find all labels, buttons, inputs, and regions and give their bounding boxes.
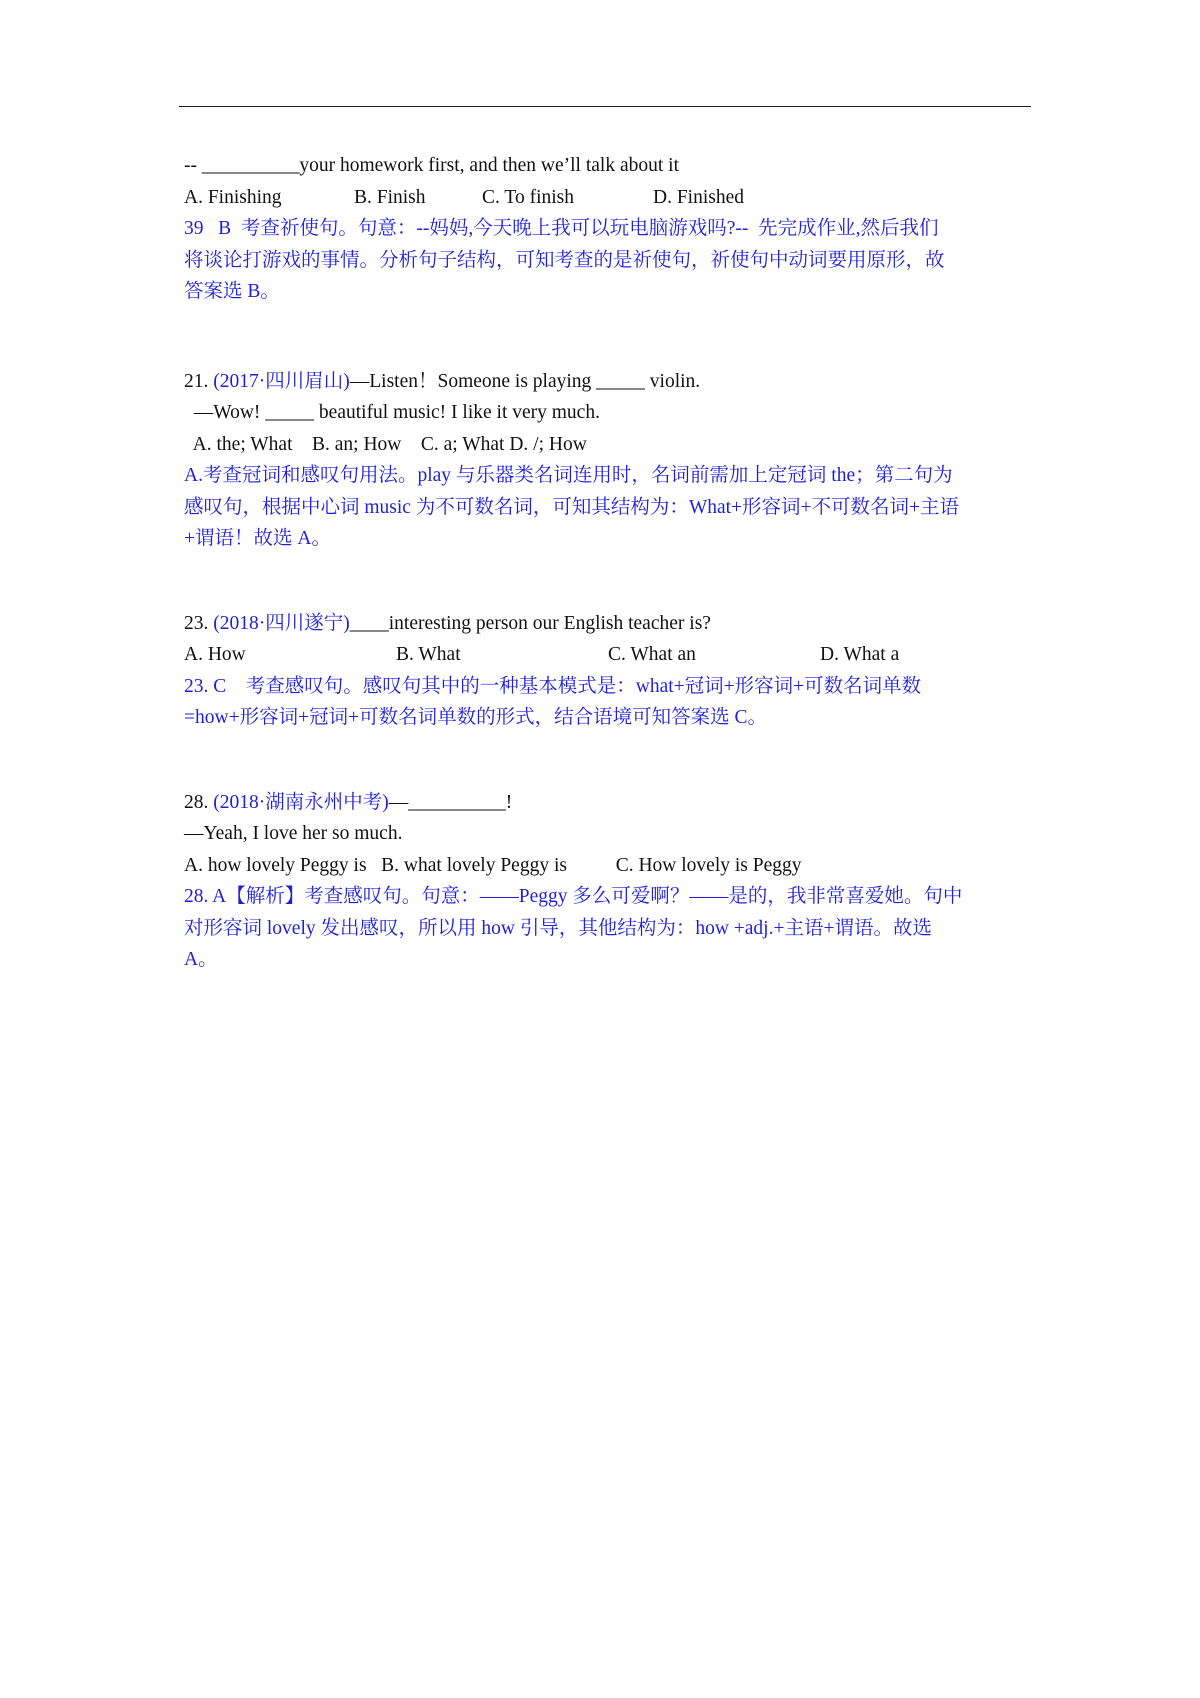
question-text: —Listen！Someone is playing _____ violin. — [349, 370, 701, 392]
answer-explanation-line-1: A.考查冠词和感叹句用法。play 与乐器类名词连用时，名词前需加上定冠词 the；第二句为 — [184, 465, 953, 486]
option-b: B. What — [396, 644, 461, 665]
question-number: 28. — [184, 791, 209, 813]
question-source: (2018·湖南永州中考) — [213, 791, 389, 813]
answer-explanation-line-3: 答案选 B。 — [184, 281, 280, 302]
option-c: C. To finish — [482, 186, 574, 208]
answer-explanation-line-2: 感叹句，根据中心词 music 为不可数名词，可知其结构为：What+形容词+不可数名词+主语 — [184, 496, 960, 518]
question-stem — [184, 787, 1034, 819]
question-options — [184, 639, 1034, 671]
question-number: 23. — [184, 612, 209, 634]
question-line-2: —Wow! _____ beautiful music! I like it very much. — [184, 402, 600, 423]
option-c: C. What an — [608, 644, 696, 665]
question-23 — [184, 608, 1034, 734]
header-rule — [179, 106, 1031, 107]
question-text: —__________! — [388, 791, 513, 813]
spacer — [184, 734, 1034, 787]
option-a: A. Finishing — [184, 186, 282, 208]
question-options: A. the; What B. an; How C. a; What D. /; How — [184, 433, 587, 455]
question-source: (2017·四川眉山) — [213, 370, 350, 392]
question-options — [184, 182, 1034, 214]
spacer — [184, 308, 1034, 366]
answer-explanation-line-1: 28. A【解析】考查感叹句。句意：——Peggy 多么可爱啊？——是的，我非常喜爱她。句中 — [184, 886, 963, 907]
answer-explanation-line-3: A。 — [184, 949, 218, 970]
answer-explanation-line-3: +谓语！故选 A。 — [184, 528, 331, 549]
answer-explanation-line-2: 将谈论打游戏的事情。分析句子结构，可知考查的是祈使句，祈使句中动词要用原形，故 — [184, 249, 945, 271]
question-stem — [184, 366, 1034, 398]
question-text: ____interesting person our English teacher is? — [349, 612, 711, 634]
question-28 — [184, 787, 1034, 976]
question-stem: -- __________your homework first, and then we’ll talk about it — [184, 155, 679, 176]
answer-explanation-line-2: =how+形容词+冠词+可数名词单数的形式，结合语境可知答案选 C。 — [184, 707, 767, 728]
question-source: (2018·四川遂宁) — [213, 612, 350, 634]
spacer — [184, 555, 1034, 608]
question-line-2: —Yeah, I love her so much. — [184, 823, 403, 844]
question-39 — [184, 150, 1034, 308]
answer-explanation-line-2: 对形容词 lovely 发出感叹，所以用 how 引导，其他结构为：how +adj.+主语+谓语。故选 — [184, 917, 932, 939]
answer-explanation-line-1: 39 B 考查祈使句。句意：--妈妈,今天晚上我可以玩电脑游戏吗?-- 先完成作业,然后我们 — [184, 218, 939, 239]
option-d: D. What a — [820, 644, 900, 665]
document-content — [184, 150, 1034, 976]
option-d: D. Finished — [653, 186, 745, 208]
question-stem — [184, 608, 1034, 640]
question-options: A. how lovely Peggy is B. what lovely Peggy is C. How lovely is Peggy — [184, 854, 802, 876]
answer-explanation-line-1: 23. C 考查感叹句。感叹句其中的一种基本模式是：what+冠词+形容词+可数名词单数 — [184, 675, 922, 697]
option-b: B. Finish — [354, 186, 426, 208]
question-number: 21. — [184, 370, 209, 392]
question-21 — [184, 366, 1034, 555]
option-a: A. How — [184, 644, 246, 665]
